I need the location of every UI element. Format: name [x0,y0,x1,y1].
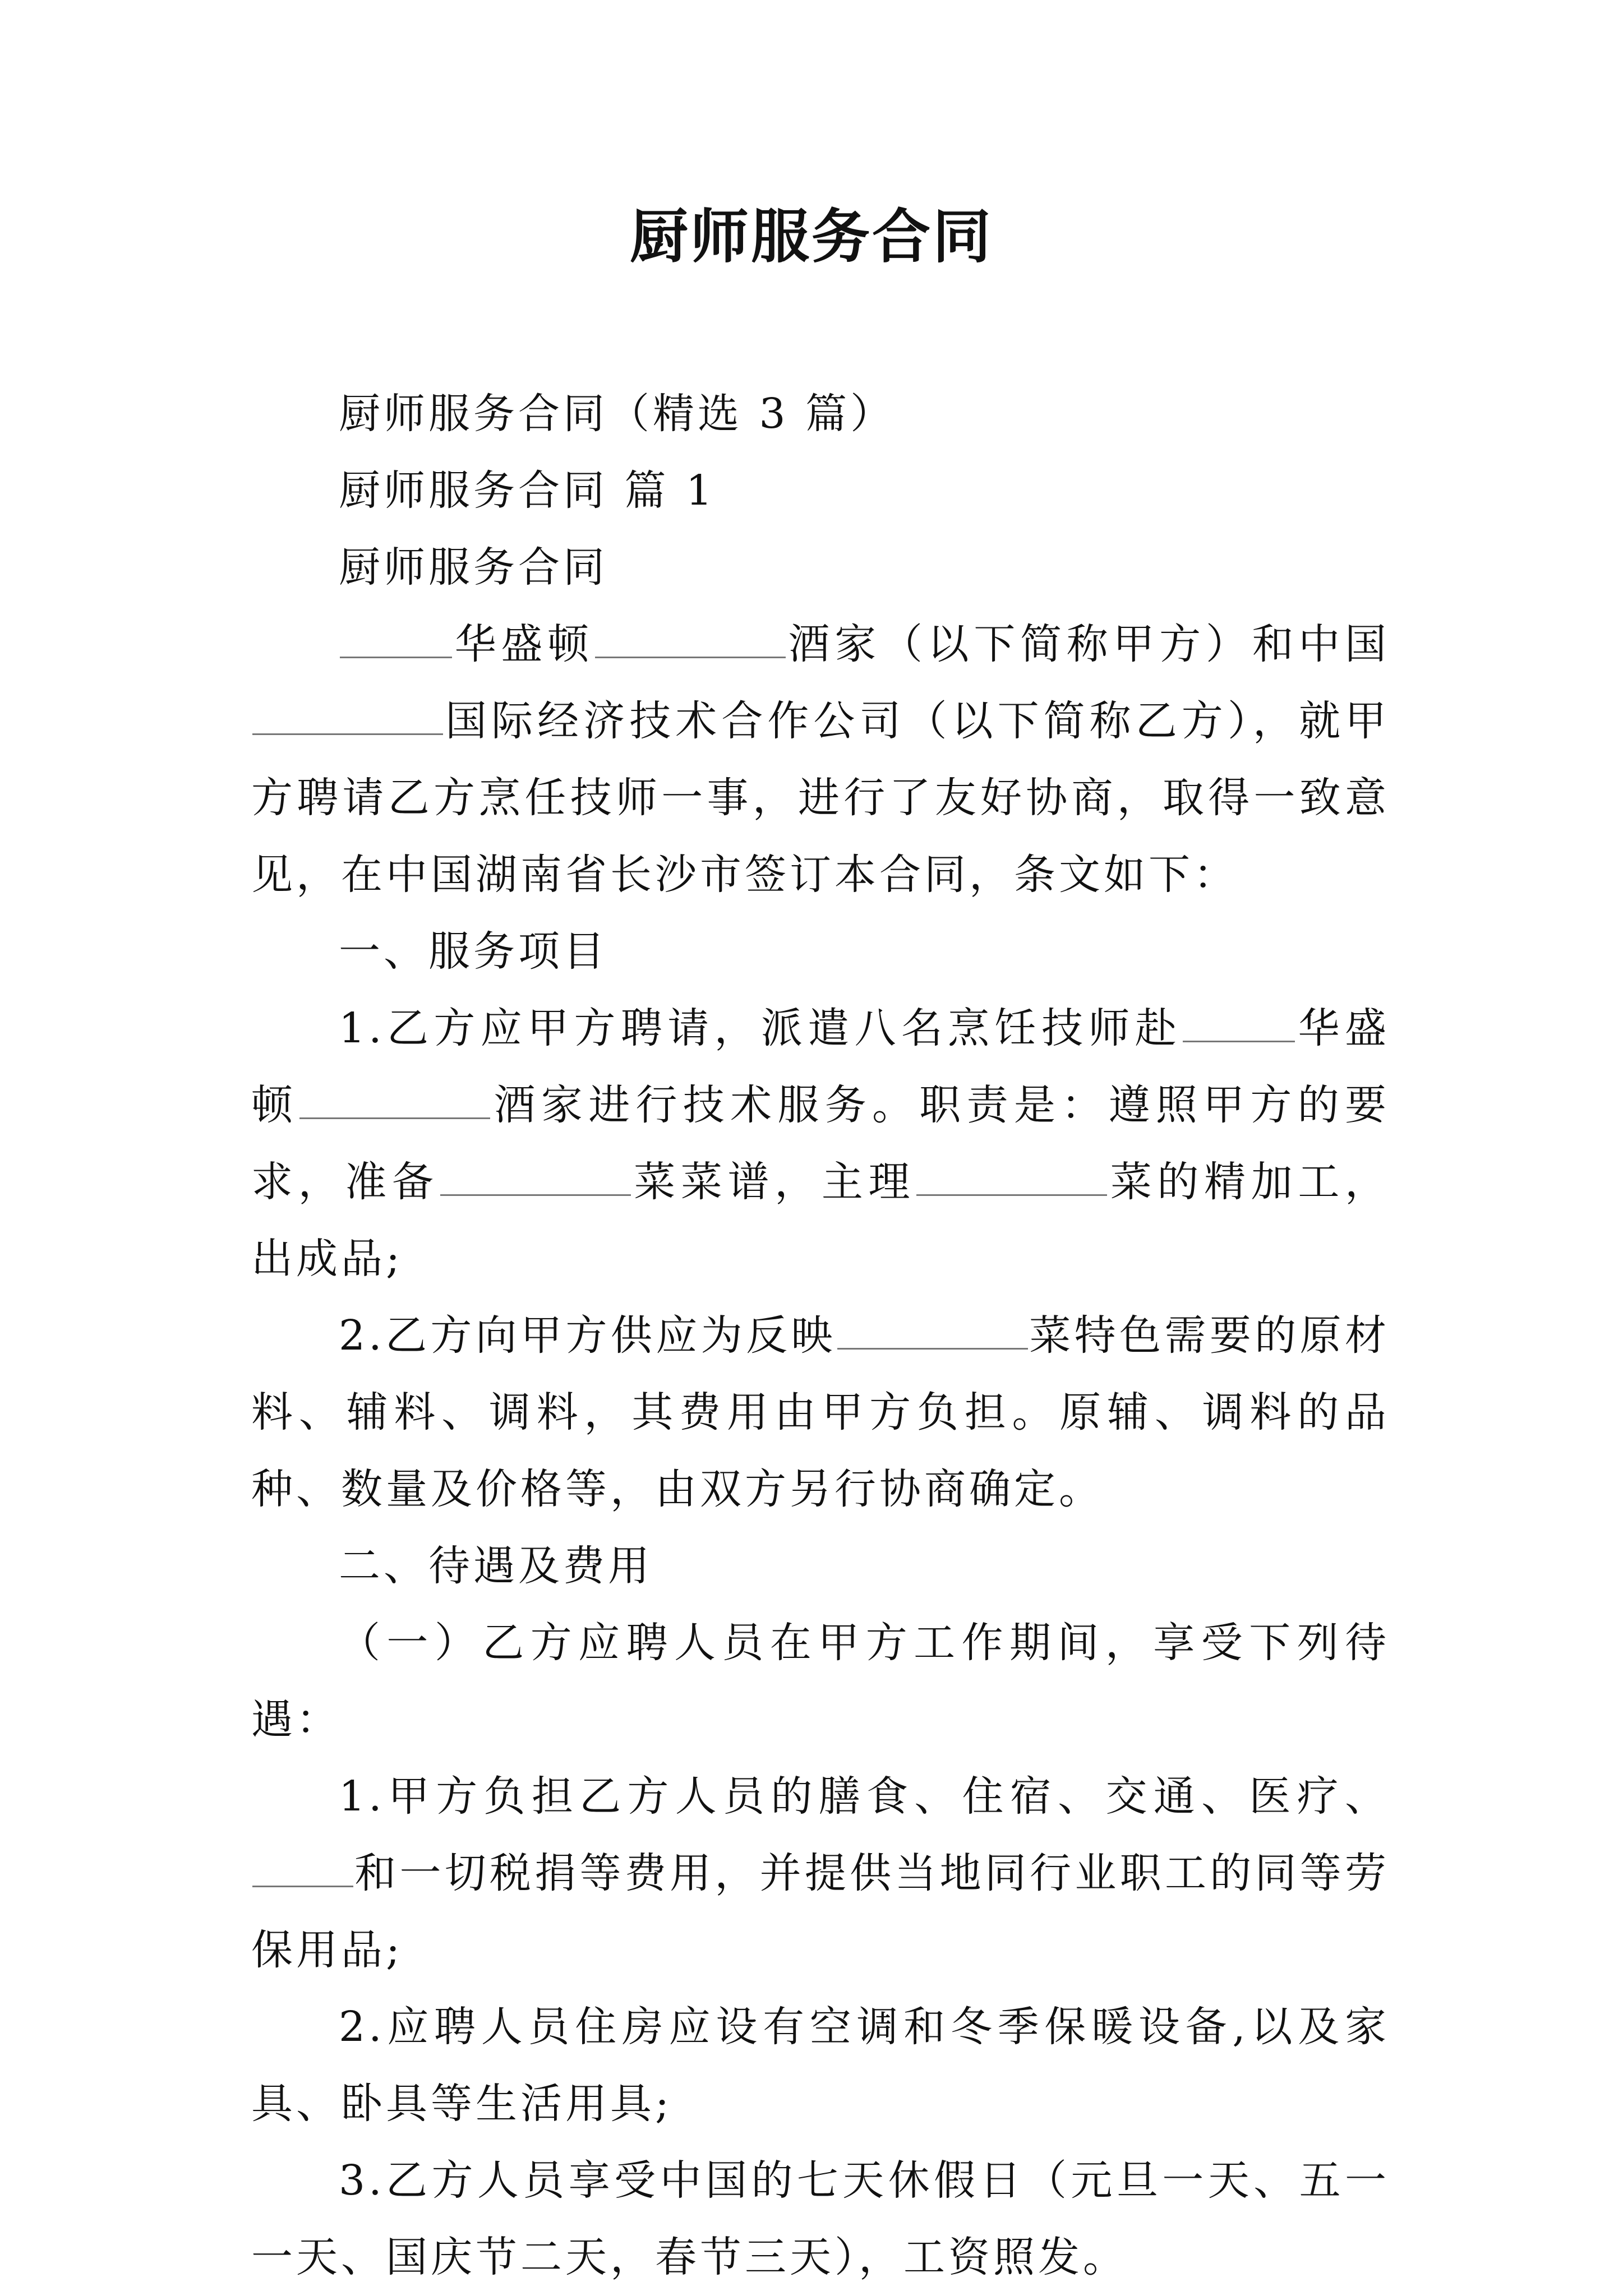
blank-line [340,623,452,658]
blank-line [440,1161,631,1196]
blank-line [916,1161,1107,1196]
blank-line [299,1084,490,1119]
document-title: 厨师服务合同 [629,202,993,271]
intro-paragraph: 华盛顿 酒家（以下简称甲方）和中国国际经济技术合作公司（以下简称乙方），就甲方聘请乙方烹任技师一事，进行了友好协商，取得一致意见，在中国湖南省长沙市签订本合同，条文如下： [251,620,1390,899]
section-heading-1: 一、服务项目 [339,927,608,976]
subtitle-part1: 厨师服务合同 篇 1 [339,466,716,515]
service-item-1: 1.乙方应甲方聘请，派遣八名烹饪技师赴 华盛顿 酒家进行技术服务。职责是：遵照甲方的要求，准备 菜菜谱，主理 菜的精加工，出成品; [251,1004,1390,1283]
blank-line [1183,1008,1295,1042]
blank-line [595,623,786,658]
treatment-item-2: 2.应聘人员住房应设有空调和冬季保暖设备,以及家具、卧具等生活用具; [251,2003,1390,2128]
subsection-1: （一）乙方应聘人员在甲方工作期间，享受下列待遇： [251,1619,1390,1744]
section-heading-2: 二、待遇及费用 [339,1542,653,1590]
subtitle-selected: 厨师服务合同（精选 3 篇） [339,390,896,438]
treatment-item-3: 3.乙方人员享受中国的七天休假日（元旦一天、五一一天、国庆节二天，春节三天），工资照发。 [251,2156,1390,2281]
document-body [251,376,1390,2296]
blank-line [837,1315,1028,1350]
treatment-item-1: 1.甲方负担乙方人员的膳食、住宿、交通、医疗、和一切税捐等费用，并提供当地同行业职工的同等劳保用品; [251,1772,1390,1974]
blank-line [252,700,443,735]
service-item-2: 2.乙方向甲方供应为反映 菜特色需要的原材料、辅料、调料，其费用由甲方负担。原辅、调料的品种、数量及价格等，由双方另行协商确定。 [251,1311,1390,1513]
blank-line [252,1852,353,1887]
subtitle-contract: 厨师服务合同 [339,543,608,592]
